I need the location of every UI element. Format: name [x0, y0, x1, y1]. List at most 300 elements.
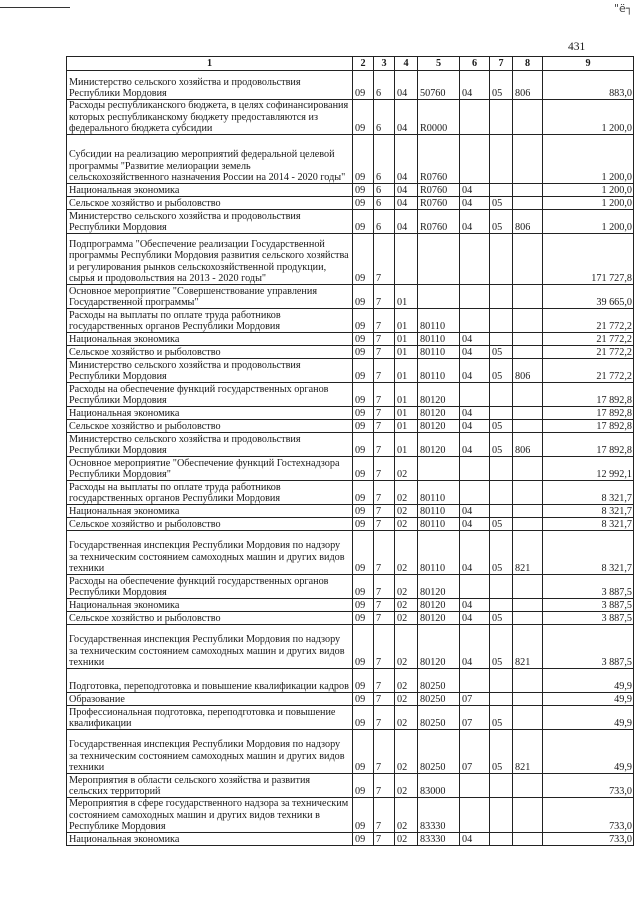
cell-amount: 3 887,5 [543, 625, 634, 669]
cell-ministry [513, 481, 543, 505]
cell-name: Министерство сельского хозяйства и продовольствия Республики Мордовия [67, 210, 353, 234]
cell-section: 09 [353, 100, 374, 135]
table-row [67, 210, 634, 234]
cell-subdiv [490, 669, 513, 693]
cell-subdiv [490, 833, 513, 846]
cell-activity: 02 [395, 706, 418, 730]
cell-subdiv [490, 505, 513, 518]
cell-amount: 3 887,5 [543, 599, 634, 612]
cell-name: Государственная инспекция Республики Мордовия по надзору за техническим состоянием самоходных машин и других видов техники [67, 531, 353, 575]
table-header [67, 57, 634, 71]
table-row [67, 457, 634, 481]
cell-expense-code: 80110 [418, 346, 460, 359]
cell-subprogram: 7 [374, 433, 395, 457]
cell-expense-code: 80250 [418, 693, 460, 706]
cell-name: Мероприятия в области сельского хозяйства и развития сельских территорий [67, 774, 353, 798]
cell-expense-code: 83330 [418, 798, 460, 833]
cell-name: Расходы на выплаты по оплате труда работников государственных органов Республики Мордовия [67, 481, 353, 505]
cell-ministry [513, 575, 543, 599]
cell-activity: 01 [395, 346, 418, 359]
table-row [67, 309, 634, 333]
cell-subprogram: 7 [374, 359, 395, 383]
cell-ministry: 821 [513, 730, 543, 774]
cell-subdiv: 05 [490, 346, 513, 359]
cell-section: 09 [353, 210, 374, 234]
cell-section: 09 [353, 706, 374, 730]
cell-activity: 02 [395, 774, 418, 798]
header-col-activity: 4 [395, 57, 418, 71]
cell-subprogram: 6 [374, 197, 395, 210]
cell-section: 09 [353, 798, 374, 833]
cell-activity: 02 [395, 693, 418, 706]
cell-div [460, 383, 490, 407]
cell-subdiv: 05 [490, 730, 513, 774]
cell-subprogram: 7 [374, 420, 395, 433]
cell-amount: 49,9 [543, 730, 634, 774]
cell-div: 07 [460, 730, 490, 774]
cell-name: Министерство сельского хозяйства и продовольствия Республики Мордовия [67, 71, 353, 100]
cell-amount: 21 772,2 [543, 359, 634, 383]
cell-div: 04 [460, 197, 490, 210]
table-row [67, 625, 634, 669]
cell-subprogram: 7 [374, 669, 395, 693]
table-row [67, 359, 634, 383]
header-col-expense-code: 5 [418, 57, 460, 71]
table-row [67, 346, 634, 359]
cell-expense-code: 80120 [418, 612, 460, 625]
cell-div [460, 100, 490, 135]
table-row [67, 730, 634, 774]
header-col-ministry: 8 [513, 57, 543, 71]
cell-amount: 17 892,8 [543, 433, 634, 457]
cell-ministry: 821 [513, 531, 543, 575]
cell-name: Расходы республиканского бюджета, в целях софинансирования которых республиканскому бюджету предоставляются из федерального бюджета субсидии [67, 100, 353, 135]
cell-section: 09 [353, 575, 374, 599]
cell-expense-code: 80110 [418, 481, 460, 505]
cell-name: Национальная экономика [67, 407, 353, 420]
cell-subprogram: 7 [374, 383, 395, 407]
cell-amount: 733,0 [543, 833, 634, 846]
cell-expense-code: R0000 [418, 100, 460, 135]
cell-subdiv: 05 [490, 625, 513, 669]
cell-div: 04 [460, 210, 490, 234]
table-row [67, 383, 634, 407]
cell-subdiv: 05 [490, 531, 513, 575]
cell-name: Образование [67, 693, 353, 706]
cell-subprogram: 7 [374, 625, 395, 669]
cell-activity: 01 [395, 420, 418, 433]
cell-activity: 04 [395, 197, 418, 210]
cell-amount: 39 665,0 [543, 285, 634, 309]
cell-subprogram: 6 [374, 100, 395, 135]
cell-div [460, 774, 490, 798]
cell-subprogram: 7 [374, 599, 395, 612]
table-row [67, 184, 634, 197]
cell-subprogram: 7 [374, 505, 395, 518]
cell-section: 09 [353, 333, 374, 346]
cell-ministry [513, 285, 543, 309]
cell-subprogram: 7 [374, 346, 395, 359]
cell-activity: 02 [395, 599, 418, 612]
header-col-name: 1 [67, 57, 353, 71]
cell-subdiv [490, 135, 513, 184]
table-row [67, 669, 634, 693]
cell-subdiv [490, 575, 513, 599]
table-row [67, 407, 634, 420]
cell-subprogram: 7 [374, 234, 395, 285]
cell-expense-code: R0760 [418, 135, 460, 184]
cell-div [460, 285, 490, 309]
cell-activity: 02 [395, 457, 418, 481]
cell-section: 09 [353, 184, 374, 197]
cell-subprogram: 6 [374, 71, 395, 100]
cell-ministry [513, 518, 543, 531]
cell-amount: 17 892,8 [543, 407, 634, 420]
cell-ministry [513, 234, 543, 285]
cell-section: 09 [353, 383, 374, 407]
cell-expense-code: 80120 [418, 407, 460, 420]
cell-subdiv: 05 [490, 433, 513, 457]
cell-subprogram: 7 [374, 833, 395, 846]
cell-activity: 02 [395, 505, 418, 518]
cell-subdiv [490, 798, 513, 833]
table-row [67, 197, 634, 210]
cell-expense-code: 83000 [418, 774, 460, 798]
cell-div: 04 [460, 518, 490, 531]
cell-amount: 17 892,8 [543, 383, 634, 407]
cell-div: 04 [460, 599, 490, 612]
cell-div: 04 [460, 625, 490, 669]
cell-subdiv [490, 383, 513, 407]
cell-ministry [513, 135, 543, 184]
cell-ministry [513, 706, 543, 730]
cell-amount: 49,9 [543, 669, 634, 693]
cell-expense-code: R0760 [418, 210, 460, 234]
cell-subdiv: 05 [490, 71, 513, 100]
cell-ministry [513, 100, 543, 135]
cell-name: Государственная инспекция Республики Мордовия по надзору за техническим состоянием самоходных машин и других видов техники [67, 730, 353, 774]
cell-div [460, 234, 490, 285]
cell-subdiv: 05 [490, 518, 513, 531]
cell-subdiv: 05 [490, 420, 513, 433]
cell-ministry [513, 833, 543, 846]
cell-name: Основное мероприятие "Совершенствование управления Государственной программы" [67, 285, 353, 309]
cell-name: Национальная экономика [67, 184, 353, 197]
cell-activity: 01 [395, 333, 418, 346]
cell-section: 09 [353, 505, 374, 518]
cell-amount: 1 200,0 [543, 100, 634, 135]
cell-ministry: 806 [513, 359, 543, 383]
cell-section: 09 [353, 531, 374, 575]
cell-name: Сельское хозяйство и рыболовство [67, 197, 353, 210]
cell-ministry [513, 457, 543, 481]
cell-subprogram: 7 [374, 575, 395, 599]
cell-div: 07 [460, 693, 490, 706]
table-row [67, 774, 634, 798]
cell-expense-code: 80110 [418, 309, 460, 333]
cell-amount: 3 887,5 [543, 575, 634, 599]
cell-ministry [513, 612, 543, 625]
cell-ministry [513, 693, 543, 706]
cell-div [460, 669, 490, 693]
table-row [67, 420, 634, 433]
cell-activity: 02 [395, 798, 418, 833]
cell-section: 09 [353, 420, 374, 433]
cell-ministry [513, 599, 543, 612]
cell-ministry [513, 798, 543, 833]
cell-subdiv [490, 309, 513, 333]
cell-amount: 8 321,7 [543, 531, 634, 575]
cell-expense-code: R0760 [418, 197, 460, 210]
cell-name: Расходы на выплаты по оплате труда работников государственных органов Республики Мордовия [67, 309, 353, 333]
cell-subdiv: 05 [490, 706, 513, 730]
cell-div [460, 575, 490, 599]
cell-div: 07 [460, 706, 490, 730]
cell-ministry [513, 184, 543, 197]
cell-subdiv: 05 [490, 197, 513, 210]
cell-expense-code: 80110 [418, 531, 460, 575]
cell-div [460, 457, 490, 481]
cell-subdiv [490, 693, 513, 706]
cell-activity: 04 [395, 100, 418, 135]
cell-name: Расходы на обеспечение функций государственных органов Республики Мордовия [67, 383, 353, 407]
cell-subprogram: 6 [374, 210, 395, 234]
cell-name: Министерство сельского хозяйства и продовольствия Республики Мордовия [67, 433, 353, 457]
cell-div: 04 [460, 433, 490, 457]
cell-activity: 02 [395, 833, 418, 846]
table-row [67, 706, 634, 730]
cell-name: Подготовка, переподготовка и повышение квалификации кадров [67, 669, 353, 693]
cell-amount: 1 200,0 [543, 210, 634, 234]
cell-subdiv: 05 [490, 210, 513, 234]
cell-subdiv [490, 285, 513, 309]
table-row [67, 599, 634, 612]
cell-subprogram: 7 [374, 730, 395, 774]
cell-expense-code: 80120 [418, 420, 460, 433]
cell-activity: 02 [395, 625, 418, 669]
cell-div: 04 [460, 612, 490, 625]
cell-ministry [513, 309, 543, 333]
cell-activity: 02 [395, 669, 418, 693]
cell-ministry [513, 383, 543, 407]
cell-ministry [513, 333, 543, 346]
cell-activity: 01 [395, 285, 418, 309]
cell-activity: 01 [395, 359, 418, 383]
cell-subprogram: 6 [374, 184, 395, 197]
cell-subprogram: 7 [374, 612, 395, 625]
cell-div: 04 [460, 531, 490, 575]
cell-expense-code: 80120 [418, 575, 460, 599]
table-row [67, 71, 634, 100]
cell-subprogram: 7 [374, 798, 395, 833]
cell-div: 04 [460, 346, 490, 359]
cell-expense-code: 80120 [418, 433, 460, 457]
table-row [67, 433, 634, 457]
table-row [67, 135, 634, 184]
cell-expense-code: R0760 [418, 184, 460, 197]
table-row [67, 575, 634, 599]
cell-ministry [513, 407, 543, 420]
cell-subprogram: 7 [374, 531, 395, 575]
cell-amount: 1 200,0 [543, 135, 634, 184]
cell-subprogram: 7 [374, 774, 395, 798]
cell-div: 04 [460, 359, 490, 383]
cell-section: 09 [353, 518, 374, 531]
cell-activity [395, 234, 418, 285]
cell-section: 09 [353, 359, 374, 383]
cell-div: 04 [460, 333, 490, 346]
cell-section: 09 [353, 433, 374, 457]
cell-activity: 02 [395, 518, 418, 531]
cell-ministry [513, 346, 543, 359]
cell-name: Национальная экономика [67, 505, 353, 518]
cell-amount: 171 727,8 [543, 234, 634, 285]
cell-name: Сельское хозяйство и рыболовство [67, 346, 353, 359]
cell-ministry [513, 197, 543, 210]
table-body [67, 71, 634, 846]
cell-section: 09 [353, 833, 374, 846]
cell-ministry: 806 [513, 433, 543, 457]
cell-name: Расходы на обеспечение функций государственных органов Республики Мордовия [67, 575, 353, 599]
cell-name: Национальная экономика [67, 833, 353, 846]
cell-ministry: 821 [513, 625, 543, 669]
cell-ministry [513, 774, 543, 798]
cell-name: Подпрограмма "Обеспечение реализации Государственной программы Республики Мордовия развития сельского хозяйства и регулирования рынков сельскохозяйственной продукции, сырья и продовольствия на 2013 - 2020 годы" [67, 234, 353, 285]
cell-activity: 02 [395, 481, 418, 505]
cell-subdiv [490, 599, 513, 612]
cell-subdiv [490, 774, 513, 798]
cell-activity: 01 [395, 407, 418, 420]
cell-name: Национальная экономика [67, 333, 353, 346]
cell-subdiv [490, 481, 513, 505]
cell-subdiv [490, 100, 513, 135]
cell-div [460, 481, 490, 505]
budget-table [66, 56, 634, 846]
cell-amount: 1 200,0 [543, 184, 634, 197]
cell-name: Сельское хозяйство и рыболовство [67, 612, 353, 625]
cell-amount: 1 200,0 [543, 197, 634, 210]
cell-amount: 49,9 [543, 693, 634, 706]
cell-name: Субсидии на реализацию мероприятий федеральной целевой программы "Развитие мелиорации земель сельскохозяйственного назначения России на 2014 - 2020 годы" [67, 135, 353, 184]
cell-activity: 02 [395, 531, 418, 575]
cell-section: 09 [353, 457, 374, 481]
cell-activity: 01 [395, 433, 418, 457]
cell-name: Министерство сельского хозяйства и продовольствия Республики Мордовия [67, 359, 353, 383]
cell-section: 09 [353, 197, 374, 210]
cell-div [460, 135, 490, 184]
cell-activity: 01 [395, 383, 418, 407]
header-col-subdiv: 7 [490, 57, 513, 71]
cell-expense-code: 80120 [418, 599, 460, 612]
cell-amount: 12 992,1 [543, 457, 634, 481]
cell-div [460, 798, 490, 833]
cell-subprogram: 7 [374, 481, 395, 505]
cell-section: 09 [353, 234, 374, 285]
cell-expense-code: 80120 [418, 383, 460, 407]
cell-subprogram: 7 [374, 285, 395, 309]
table-row [67, 693, 634, 706]
page-number: 431 [568, 41, 586, 53]
cell-name: Сельское хозяйство и рыболовство [67, 518, 353, 531]
cell-section: 09 [353, 346, 374, 359]
cell-expense-code [418, 457, 460, 481]
cell-expense-code: 80120 [418, 625, 460, 669]
cell-subprogram: 6 [374, 135, 395, 184]
cell-expense-code: 80250 [418, 669, 460, 693]
header-col-div: 6 [460, 57, 490, 71]
cell-name: Сельское хозяйство и рыболовство [67, 420, 353, 433]
cell-div: 04 [460, 184, 490, 197]
cell-subprogram: 7 [374, 706, 395, 730]
header-rule [0, 7, 70, 8]
header-col-section: 2 [353, 57, 374, 71]
cell-section: 09 [353, 625, 374, 669]
cell-section: 09 [353, 599, 374, 612]
table-row [67, 100, 634, 135]
cell-expense-code: 50760 [418, 71, 460, 100]
header-col-subprogram: 3 [374, 57, 395, 71]
cell-subdiv [490, 407, 513, 420]
cell-subdiv: 05 [490, 359, 513, 383]
cell-expense-code: 80110 [418, 518, 460, 531]
cell-section: 09 [353, 481, 374, 505]
cell-expense-code: 80110 [418, 359, 460, 383]
table-row [67, 333, 634, 346]
table-row [67, 833, 634, 846]
cell-activity: 02 [395, 730, 418, 774]
cell-amount: 21 772,2 [543, 346, 634, 359]
cell-subdiv [490, 457, 513, 481]
cell-div: 04 [460, 833, 490, 846]
cell-expense-code [418, 285, 460, 309]
table-row [67, 518, 634, 531]
cell-section: 09 [353, 309, 374, 333]
header-col-amount: 9 [543, 57, 634, 71]
cell-amount: 733,0 [543, 798, 634, 833]
cell-name: Профессиональная подготовка, переподготовка и повышение квалификации [67, 706, 353, 730]
cell-subdiv [490, 333, 513, 346]
cell-ministry: 806 [513, 210, 543, 234]
cell-subprogram: 7 [374, 333, 395, 346]
cell-section: 09 [353, 730, 374, 774]
cell-activity: 04 [395, 184, 418, 197]
cell-ministry [513, 669, 543, 693]
cell-ministry [513, 505, 543, 518]
table-row [67, 798, 634, 833]
cell-subprogram: 7 [374, 518, 395, 531]
cell-section: 09 [353, 612, 374, 625]
cell-activity: 02 [395, 612, 418, 625]
cell-subdiv [490, 234, 513, 285]
cell-amount: 17 892,8 [543, 420, 634, 433]
cell-div: 04 [460, 71, 490, 100]
header-row [67, 57, 634, 71]
table-row [67, 612, 634, 625]
cell-amount: 883,0 [543, 71, 634, 100]
cell-expense-code: 80110 [418, 333, 460, 346]
cell-section: 09 [353, 693, 374, 706]
cell-section: 09 [353, 669, 374, 693]
cell-ministry [513, 420, 543, 433]
cell-activity: 04 [395, 135, 418, 184]
cell-div: 04 [460, 420, 490, 433]
table-row [67, 481, 634, 505]
cell-subdiv [490, 184, 513, 197]
cell-name: Национальная экономика [67, 599, 353, 612]
cell-expense-code: 80110 [418, 505, 460, 518]
cell-activity: 02 [395, 575, 418, 599]
cell-expense-code: 80250 [418, 706, 460, 730]
